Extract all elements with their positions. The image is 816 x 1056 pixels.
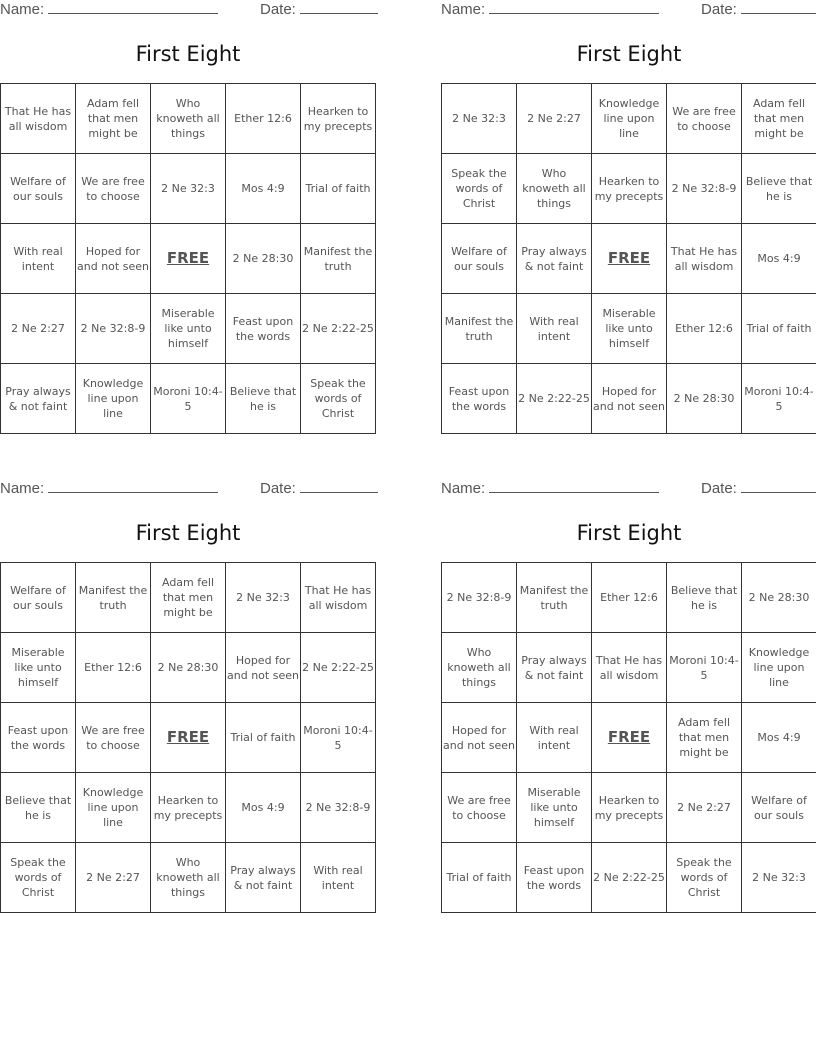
date-label: Date:	[701, 1, 737, 18]
bingo-square: Ether 12:6	[226, 84, 301, 154]
grid-row	[1, 843, 376, 913]
card-header	[0, 1, 376, 21]
bingo-square: Believe that he is	[1, 773, 76, 843]
bingo-square: 2 Ne 32:8-9	[76, 294, 151, 364]
name-line	[489, 480, 659, 493]
bingo-card	[0, 0, 376, 440]
date-label: Date:	[260, 480, 296, 497]
free-space: FREE	[151, 224, 226, 294]
bingo-square: Ether 12:6	[592, 563, 667, 633]
bingo-square: Mos 4:9	[226, 154, 301, 224]
bingo-card	[441, 479, 816, 919]
grid-row	[1, 703, 376, 773]
date-line	[300, 1, 378, 14]
bingo-square: Speak the words of Christ	[442, 154, 517, 224]
bingo-square: Hoped for and not seen	[76, 224, 151, 294]
bingo-square: 2 Ne 28:30	[667, 364, 742, 434]
bingo-card	[0, 479, 376, 919]
name-field	[0, 480, 218, 497]
bingo-square: Moroni 10:4-5	[151, 364, 226, 434]
date-field	[701, 1, 816, 18]
name-label: Name:	[0, 480, 45, 497]
grid-row	[442, 84, 816, 154]
bingo-square: Pray always & not faint	[226, 843, 301, 913]
date-line	[741, 1, 816, 14]
name-label: Name:	[441, 1, 486, 18]
bingo-square: Hoped for and not seen	[442, 703, 517, 773]
bingo-square: Who knoweth all things	[151, 843, 226, 913]
free-space: FREE	[592, 224, 667, 294]
bingo-square: Hoped for and not seen	[592, 364, 667, 434]
grid-row	[1, 364, 376, 434]
bingo-square: Feast upon the words	[442, 364, 517, 434]
bingo-square: Speak the words of Christ	[667, 843, 742, 913]
bingo-grid	[0, 562, 376, 913]
bingo-square: Adam fell that men might be	[151, 563, 226, 633]
date-field	[701, 480, 816, 497]
bingo-square: Welfare of our souls	[442, 224, 517, 294]
name-line	[48, 1, 218, 14]
bingo-square: Speak the words of Christ	[1, 843, 76, 913]
bingo-square: Welfare of our souls	[1, 154, 76, 224]
bingo-square: With real intent	[1, 224, 76, 294]
bingo-square: Manifest the truth	[76, 563, 151, 633]
bingo-square: 2 Ne 2:27	[667, 773, 742, 843]
bingo-square: Trial of faith	[301, 154, 376, 224]
bingo-square: Who knoweth all things	[517, 154, 592, 224]
grid-row	[1, 154, 376, 224]
free-space: FREE	[592, 703, 667, 773]
bingo-square: 2 Ne 32:8-9	[442, 563, 517, 633]
bingo-square: 2 Ne 2:22-25	[592, 843, 667, 913]
date-label: Date:	[701, 480, 737, 497]
grid-row	[1, 84, 376, 154]
bingo-square: Knowledge line upon line	[592, 84, 667, 154]
grid-row	[442, 154, 816, 224]
bingo-square: Pray always & not faint	[517, 633, 592, 703]
bingo-square: Hearken to my precepts	[151, 773, 226, 843]
bingo-square: Moroni 10:4-5	[301, 703, 376, 773]
bingo-square: Believe that he is	[226, 364, 301, 434]
grid-row	[442, 563, 816, 633]
bingo-square: Mos 4:9	[742, 703, 816, 773]
bingo-square: 2 Ne 2:22-25	[301, 633, 376, 703]
bingo-square: We are free to choose	[76, 703, 151, 773]
bingo-square: With real intent	[301, 843, 376, 913]
bingo-square: We are free to choose	[442, 773, 517, 843]
bingo-square: Pray always & not faint	[517, 224, 592, 294]
name-label: Name:	[441, 480, 486, 497]
bingo-square: Knowledge line upon line	[76, 773, 151, 843]
bingo-square: That He has all wisdom	[301, 563, 376, 633]
bingo-grid	[0, 83, 376, 434]
card-title: First Eight	[135, 42, 241, 66]
bingo-square: Feast upon the words	[517, 843, 592, 913]
bingo-grid	[441, 83, 816, 434]
bingo-square: Trial of faith	[442, 843, 517, 913]
grid-row	[442, 633, 816, 703]
card-header	[0, 480, 376, 500]
bingo-square: Hearken to my precepts	[592, 773, 667, 843]
bingo-square: Speak the words of Christ	[301, 364, 376, 434]
bingo-square: Trial of faith	[226, 703, 301, 773]
bingo-square: Who knoweth all things	[151, 84, 226, 154]
bingo-square: Feast upon the words	[1, 703, 76, 773]
date-field	[260, 1, 378, 18]
bingo-square: Knowledge line upon line	[742, 633, 816, 703]
bingo-square: Manifest the truth	[301, 224, 376, 294]
bingo-square: Ether 12:6	[76, 633, 151, 703]
bingo-square: Adam fell that men might be	[76, 84, 151, 154]
bingo-square: 2 Ne 28:30	[742, 563, 816, 633]
bingo-square: Welfare of our souls	[1, 563, 76, 633]
grid-row	[1, 633, 376, 703]
grid-row	[1, 563, 376, 633]
bingo-square: With real intent	[517, 294, 592, 364]
bingo-square: Who knoweth all things	[442, 633, 517, 703]
name-label: Name:	[0, 1, 45, 18]
bingo-square: Manifest the truth	[517, 563, 592, 633]
grid-row	[1, 294, 376, 364]
bingo-square: Feast upon the words	[226, 294, 301, 364]
grid-row	[1, 224, 376, 294]
bingo-square: Manifest the truth	[442, 294, 517, 364]
card-title: First Eight	[576, 521, 682, 545]
bingo-square: 2 Ne 32:3	[151, 154, 226, 224]
bingo-square: Adam fell that men might be	[742, 84, 816, 154]
bingo-square: Pray always & not faint	[1, 364, 76, 434]
grid-row	[442, 294, 816, 364]
date-line	[300, 480, 378, 493]
bingo-square: Ether 12:6	[667, 294, 742, 364]
free-space: FREE	[151, 703, 226, 773]
bingo-square: Miserable like unto himself	[151, 294, 226, 364]
bingo-square: That He has all wisdom	[667, 224, 742, 294]
bingo-square: 2 Ne 32:3	[226, 563, 301, 633]
bingo-square: 2 Ne 32:8-9	[301, 773, 376, 843]
bingo-square: 2 Ne 32:8-9	[667, 154, 742, 224]
grid-row	[442, 703, 816, 773]
bingo-square: Miserable like unto himself	[517, 773, 592, 843]
bingo-square: Mos 4:9	[742, 224, 816, 294]
bingo-square: Knowledge line upon line	[76, 364, 151, 434]
bingo-square: 2 Ne 2:22-25	[301, 294, 376, 364]
bingo-square: Welfare of our souls	[742, 773, 816, 843]
card-title: First Eight	[135, 521, 241, 545]
bingo-square: Adam fell that men might be	[667, 703, 742, 773]
bingo-square: That He has all wisdom	[592, 633, 667, 703]
name-field	[441, 1, 659, 18]
grid-row	[442, 224, 816, 294]
date-field	[260, 480, 378, 497]
bingo-square: Miserable like unto himself	[1, 633, 76, 703]
bingo-square: 2 Ne 2:27	[517, 84, 592, 154]
card-title: First Eight	[576, 42, 682, 66]
name-field	[441, 480, 659, 497]
bingo-square: Hoped for and not seen	[226, 633, 301, 703]
card-header	[441, 1, 816, 21]
grid-row	[442, 843, 816, 913]
bingo-square: Hearken to my precepts	[592, 154, 667, 224]
bingo-square: 2 Ne 2:27	[76, 843, 151, 913]
bingo-square: 2 Ne 28:30	[226, 224, 301, 294]
bingo-square: With real intent	[517, 703, 592, 773]
bingo-square: Hearken to my precepts	[301, 84, 376, 154]
bingo-square: Trial of faith	[742, 294, 816, 364]
bingo-square: We are free to choose	[667, 84, 742, 154]
name-line	[48, 480, 218, 493]
bingo-square: 2 Ne 32:3	[742, 843, 816, 913]
card-header	[441, 480, 816, 500]
bingo-grid	[441, 562, 816, 913]
bingo-square: 2 Ne 2:27	[1, 294, 76, 364]
bingo-square: Believe that he is	[742, 154, 816, 224]
bingo-square: Believe that he is	[667, 563, 742, 633]
bingo-card	[441, 0, 816, 440]
date-line	[741, 480, 816, 493]
bingo-square: That He has all wisdom	[1, 84, 76, 154]
date-label: Date:	[260, 1, 296, 18]
bingo-square: Mos 4:9	[226, 773, 301, 843]
grid-row	[442, 773, 816, 843]
bingo-square: Moroni 10:4-5	[667, 633, 742, 703]
bingo-square: We are free to choose	[76, 154, 151, 224]
bingo-square: 2 Ne 28:30	[151, 633, 226, 703]
bingo-square: Moroni 10:4-5	[742, 364, 816, 434]
grid-row	[1, 773, 376, 843]
name-field	[0, 1, 218, 18]
bingo-square: 2 Ne 2:22-25	[517, 364, 592, 434]
grid-row	[442, 364, 816, 434]
bingo-square: Miserable like unto himself	[592, 294, 667, 364]
name-line	[489, 1, 659, 14]
bingo-square: 2 Ne 32:3	[442, 84, 517, 154]
